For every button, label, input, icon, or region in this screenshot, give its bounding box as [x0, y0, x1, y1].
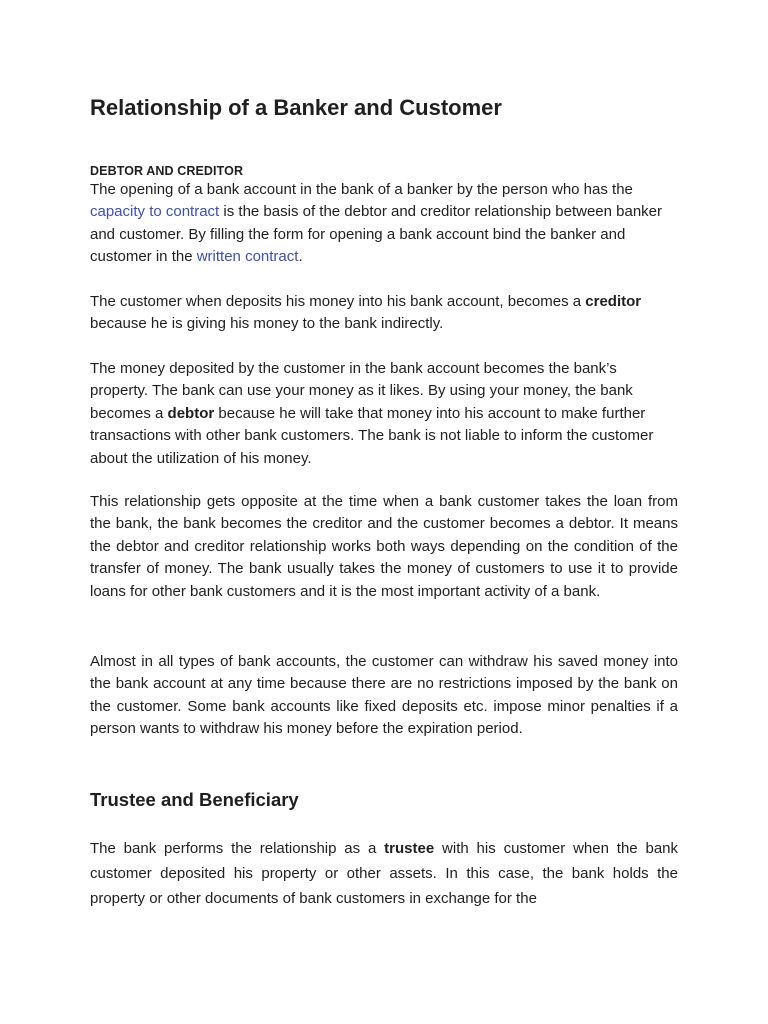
debtor-creditor-heading: DEBTOR AND CREDITOR [90, 164, 244, 178]
page-title: Relationship of a Banker and Customer [90, 95, 502, 120]
paragraph-text: . [298, 248, 303, 266]
paragraph-withdrawal: Almost in all types of bank accounts, the customer can withdraw his saved money into the bank account at any time because there are no restrictions imposed by the bank on the customer. Some bank accounts like fixed deposits etc. impose minor penalties if a person wants to withdraw his money before the expiration period. [90, 653, 678, 738]
paragraph-text: because he will take that money into his account to make further transactions with other bank customers. The bank is not liable to inform the customer about the utilization of his money. [90, 404, 654, 467]
paragraph-trustee [90, 837, 678, 911]
written-contract-link[interactable]: written contract [196, 248, 299, 266]
trustee-beneficiary-heading: Trustee and Beneficiary [90, 789, 299, 810]
paragraph-text: The bank performs the relationship as a [90, 840, 385, 857]
paragraph-text: is the basis of the debtor and creditor relationship between banker and customer. By filling the form for opening a bank account bind the banker and customer in the [90, 203, 663, 266]
paragraph-text: The customer when deposits his money into his bank account, becomes a [90, 293, 586, 310]
paragraph-creditor [90, 291, 678, 336]
creditor-term: creditor [585, 293, 642, 310]
paragraph-debtor [90, 358, 678, 470]
trustee-term: trustee [384, 840, 435, 857]
paragraph-text: with his customer when the bank customer deposited his property or other assets. In this case, the bank holds the property or other documents of bank customers in exchange for the [90, 840, 678, 907]
paragraph-text: The opening of a bank account in the bank of a banker by the person who has the [90, 181, 633, 198]
debtor-term: debtor [167, 404, 215, 422]
capacity-to-contract-link[interactable]: capacity to contract [90, 203, 220, 221]
paragraph-text: The money deposited by the customer in the bank account becomes the bank’s property. The bank can use your money as it likes. By using your money, the bank becomes a [90, 360, 633, 422]
paragraph-opposite-relationship: This relationship gets opposite at the time when a bank customer takes the loan from the bank, the bank becomes the creditor and the customer becomes a debtor. It means the debtor and creditor relationship works both ways depending on the condition of the transfer of money. The bank usually takes the money of customers to use it to provide loans for other bank customers and it is the most important activity of a bank. [90, 493, 678, 600]
paragraph-opening-account [90, 179, 678, 269]
paragraph-text: because he is giving his money to the bank indirectly. [90, 315, 444, 333]
